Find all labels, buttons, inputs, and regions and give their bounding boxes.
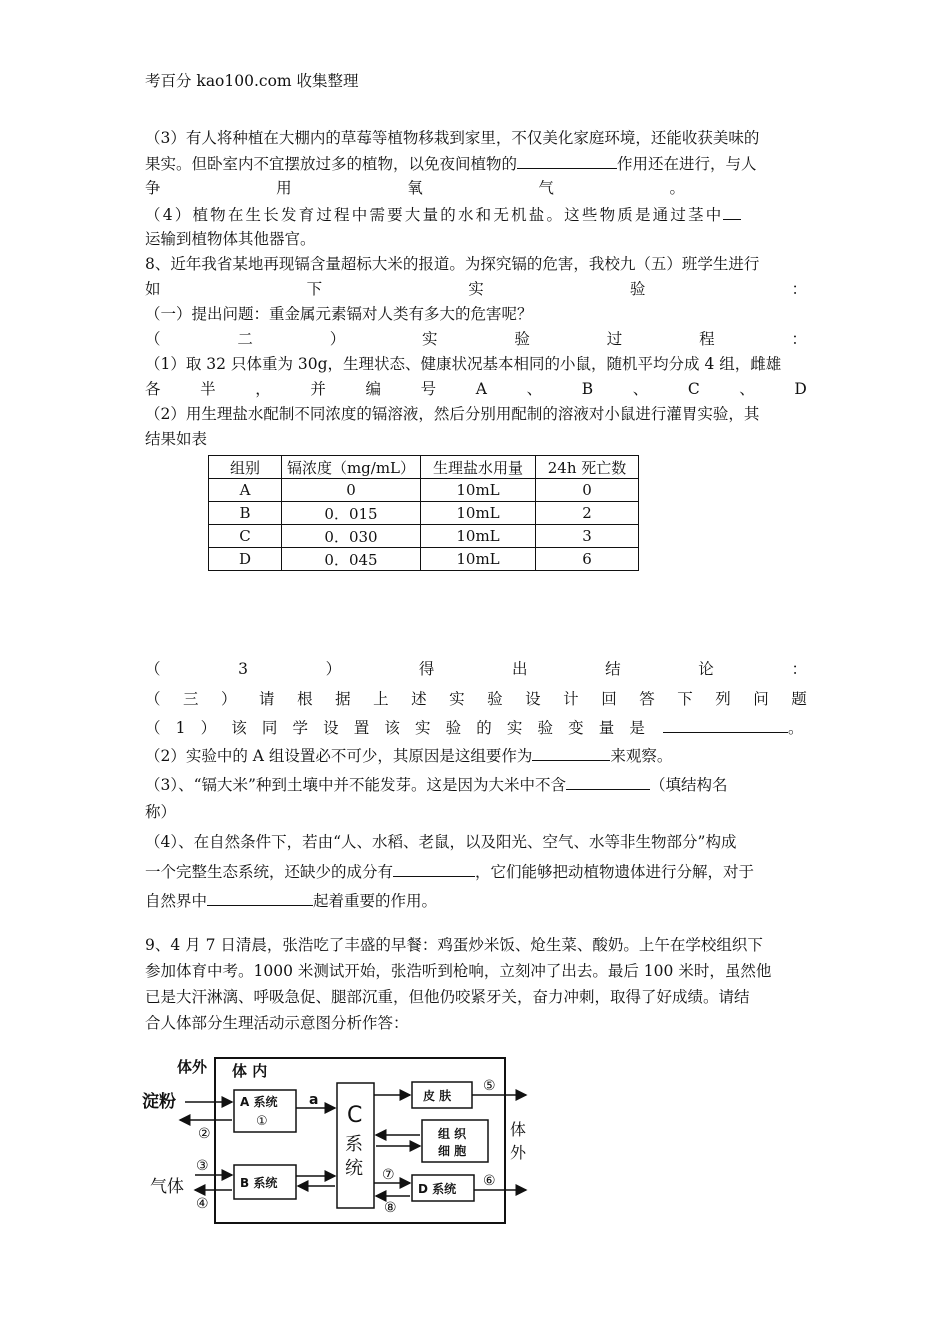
text-char: （ [145,719,161,737]
num-5: ⑤ [483,1078,496,1094]
text-char: 程 [699,330,715,348]
table-cell: 3 [536,525,639,548]
text-char: 过 [606,330,623,348]
table-cell: 2 [536,502,639,525]
text-char: 争 [145,179,161,197]
text-char: 变 [568,719,584,737]
q8-answer1-end: 。 [788,719,804,737]
table-cell: 6 [536,548,639,571]
text-char: 、 [526,380,543,398]
q4-line1-text: （4）植物在生长发育过程中需要大量的水和无机盐。这些物质是通过茎中 [145,206,724,224]
text-char: ） [325,660,342,678]
table-cell: 10mL [421,525,536,548]
text-char: 计 [563,690,579,708]
text-char: 题 [791,690,807,708]
table-header: 镉浓度（mg/mL） [282,456,421,479]
q8-proc1b [145,379,807,399]
text-char: 问 [753,690,769,708]
text-char: C [687,380,700,398]
label-a: a [309,1092,319,1108]
q8-answer2 [145,745,807,766]
label-outside-top: 体外 [177,1058,208,1076]
num-7: ⑦ [382,1167,395,1183]
text-char: 是 [629,719,645,737]
text-char: ： [791,280,807,298]
d-system-label: D 系统 [418,1182,457,1196]
num-8: ⑧ [384,1200,397,1216]
text-char: 上 [373,690,389,708]
q8-answer4a: （4）、在自然条件下，若由“人、水稻、老鼠，以及阳光、空气、水等非生物部分”构成 [145,833,737,851]
text-char: 学 [292,719,308,737]
tissue-label-2: 细 胞 [438,1144,467,1158]
text-char: 、 [739,380,755,398]
text-char: 半 [200,380,216,398]
text-char: 列 [715,690,731,708]
label-inside: 体 内 [232,1062,268,1080]
text-char: 的 [476,719,492,737]
q8-answer3-a: （3）、“镉大米”种到土壤中并不能发芽。这是因为大米中不含 [145,776,566,794]
q3-line2-a: 果实。但卧室内不宜摆放过多的植物，以免夜间植物的 [145,155,518,173]
q9-line1: 9、4 月 7 日清晨，张浩吃了丰盛的早餐：鸡蛋炒米饭、炝生菜、酸奶。上午在学校组织下 [145,936,763,954]
text-char: 如 [145,280,161,298]
q8-intro1: 8、近年我省某地再现镉含量超标大米的报道。为探究镉的危害，我校九（五）班学生进行 [145,255,760,273]
q8-step2 [145,329,807,349]
c-letter: C [347,1103,363,1128]
table-header: 组别 [209,456,282,479]
text-char: B [581,380,594,398]
tissue-label-1: 组 织 [438,1127,467,1141]
text-char: 根 [297,690,313,708]
text-char: 该 [231,719,247,737]
text-char: 。 [669,179,685,197]
text-char: 据 [335,690,351,708]
q8-proc2b: 结果如表 [145,430,208,448]
table-cell: 0 [282,479,421,502]
text-char: 请 [259,690,275,708]
q8-answer3-blank[interactable] [566,774,650,790]
text-char: ， [255,380,271,398]
table-cell: 10mL [421,502,536,525]
table-row [209,525,639,548]
q4-answer-blank[interactable] [723,204,741,220]
c-char-2: 统 [345,1158,363,1179]
text-char: ） [221,690,237,708]
q8-answer3c: 称） [145,803,177,821]
q3-line2-b: 作用还在进行，与人 [617,155,757,173]
q8-answer1 [145,717,807,738]
text-char: A [475,380,487,398]
text-char: 氧 [407,179,423,197]
q8-answer4b-1: 一个完整生态系统，还缺少的成分有 [145,863,394,881]
text-char: 设 [323,719,339,737]
q8-answer4c-2: 起着重要的作用。 [313,892,438,910]
table-header: 生理盐水用量 [421,456,536,479]
table-cell: B [209,502,282,525]
text-char: ： [791,330,807,348]
table-cell: 10mL [421,548,536,571]
table-row [209,502,639,525]
b-system-label: B 系统 [240,1176,278,1190]
text-char: 二 [237,330,253,348]
label-starch: 淀粉 [142,1092,176,1112]
text-char: ： [791,660,807,678]
text-char: 、 [632,380,649,398]
text-char: 验 [537,719,553,737]
text-char: 量 [598,719,615,737]
table-header: 24h 死亡数 [536,456,639,479]
text-char: 实 [449,690,465,708]
q8-answer4c [145,890,807,911]
text-char: 结 [605,660,621,678]
table-cell: 0 [536,479,639,502]
q8-answer2-b: 来观察。 [610,747,673,765]
q8-answer4-blank1[interactable] [393,861,475,877]
text-char: ） [329,330,346,348]
q8-answer4b [145,861,807,882]
num-6: ⑥ [483,1173,496,1189]
q3-line2 [145,153,807,174]
num-2: ② [198,1126,211,1142]
q4-line2: 运输到植物体其他器官。 [145,230,316,248]
text-char: 编 [365,380,382,398]
table-cell: 0．045 [282,548,421,571]
label-outside-right-1: 体 [510,1120,527,1139]
table-cell: D [209,548,282,571]
text-char: 该 [384,719,400,737]
num-3: ③ [196,1158,209,1174]
text-char: 同 [261,719,278,737]
q8-proc2a: （2）用生理盐水配制不同浓度的镉溶液，然后分别用配制的溶液对小鼠进行灌胃实验，其 [145,405,760,423]
text-char: D [794,380,807,398]
q8-step1: （一）提出问题：重金属元素镉对人类有多大的危害呢？ [145,305,533,323]
text-char: 气 [538,179,554,197]
q3-answer-blank[interactable] [517,153,617,169]
text-char: 实 [422,330,438,348]
q3-line1: （3）有人将种植在大棚内的草莓等植物移栽到家里，不仅美化家庭环境，还能收获美味的 [145,129,760,147]
text-char: 验 [487,690,503,708]
cadmium-table [208,455,639,571]
q4-line1 [145,204,807,225]
q8-answer2-blank[interactable] [532,745,610,761]
table-cell: C [209,525,282,548]
table-cell: 10mL [421,479,536,502]
table-cell: A [209,479,282,502]
a-system-label: A 系统 [240,1095,278,1109]
text-char: 实 [468,280,484,298]
q8-answer2-a: （2）实验中的 A 组设置必不可少，其原因是这组要作为 [145,747,533,765]
num-1: ① [256,1114,268,1129]
text-char: 出 [511,660,528,678]
skin-label: 皮 肤 [423,1089,452,1103]
text-char: 设 [525,690,541,708]
q8-proc3 [145,659,807,679]
q8-answer4c-1: 自然界中 [145,892,208,910]
text-char: 得 [418,660,435,678]
text-char: 论 [698,660,714,678]
text-char: 三 [183,690,199,708]
physiology-diagram [140,1050,540,1230]
table-row [209,548,639,571]
table-cell: 0．030 [282,525,421,548]
q8-answer4-blank2[interactable] [207,890,313,906]
text-char: 3 [238,660,249,678]
q9-line2: 参加体育中考。1000 米测试开始，张浩听到枪响，立刻冲了出去。最后 100 米时，虽然他 [145,962,772,980]
q8-intro2 [145,279,807,299]
page-header: 考百分 kao100.com 收集整理 [145,72,359,90]
table-header-row [209,456,639,479]
q8-answer3 [145,774,807,795]
text-char: ） [200,719,217,737]
text-char: 回 [601,690,617,708]
q8-answer1-blank[interactable] [663,717,788,733]
text-char: 实 [506,719,523,737]
text-char: （ [145,660,161,678]
text-char: 答 [639,690,655,708]
text-char: 下 [677,690,693,708]
text-char: 验 [445,719,462,737]
text-char: 号 [420,380,437,398]
text-char: （ [145,690,161,708]
c-char-1: 系 [345,1134,363,1155]
label-gas: 气体 [150,1177,184,1197]
text-char: 验 [514,330,530,348]
table-cell: 0．015 [282,502,421,525]
q8-proc1a: （1）取 32 只体重为 30g，生理状态、健康状况基本相同的小鼠，随机平均分成 4 组，雌雄 [145,355,782,373]
num-4: ④ [196,1196,209,1212]
table-row [209,479,639,502]
q8-answer1-text [145,718,645,738]
q8-step3 [145,689,807,709]
text-char: 用 [276,179,292,197]
text-char: 实 [414,719,431,737]
text-char: 并 [310,380,326,398]
q3-line3 [145,178,685,198]
text-char: 置 [353,719,370,737]
q8-answer3-b: （填结构名 [649,776,728,794]
text-char: （ [145,330,161,348]
text-char: 验 [629,280,646,298]
q9-line3: 已是大汗淋漓、呼吸急促、腿部沉重，但他仍咬紧牙关，奋力冲刺，取得了好成绩。请结 [145,988,750,1006]
text-char: 各 [145,380,161,398]
label-outside-right-2: 外 [510,1143,527,1162]
text-char: 述 [411,690,427,708]
text-char: 下 [306,280,323,298]
text-char: 1 [175,719,186,737]
q9-line4: 合人体部分生理活动示意图分析作答： [145,1014,409,1032]
q8-answer4b-2: ，它们能够把动植物遗体进行分解，对于 [475,863,755,881]
